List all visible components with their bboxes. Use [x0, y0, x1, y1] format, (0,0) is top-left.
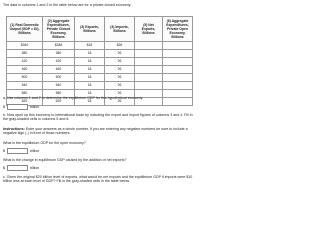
table-cell: 460: [43, 66, 75, 74]
table-cell: [135, 42, 163, 50]
answer-a-row: [3, 103, 39, 110]
table-cell: 26: [105, 66, 135, 74]
unit-label: billion: [30, 104, 40, 109]
table-cell: 26: [105, 74, 135, 82]
table-row: [7, 82, 193, 90]
header-imports: (4) Imports, Billions: [105, 17, 135, 42]
table-row: [7, 42, 193, 50]
table-cell: 500: [7, 74, 43, 82]
table-cell: 380: [7, 50, 43, 58]
table-cell: 26: [105, 90, 135, 98]
question-b: b. Now open up this economy to international trade by including the export and import figures of columns 3 and 4. Fill in the gray-shaded cells in columns 5 and 6.: [3, 113, 193, 122]
table-cell: 18: [75, 98, 105, 106]
equilibrium-gdp-open-input[interactable]: [7, 148, 28, 154]
header-net-exports: (5) Net Exports, Billions: [135, 17, 163, 42]
table-cell: [163, 58, 193, 66]
instructions-text: [3, 127, 197, 136]
table-cell: $26: [105, 42, 135, 50]
table-cell: 420: [43, 58, 75, 66]
table-cell: [135, 66, 163, 74]
table-cell: [163, 82, 193, 90]
table-cell: [135, 74, 163, 82]
table-cell: 18: [75, 74, 105, 82]
header-exports: (3) Exports, Billions: [75, 17, 105, 42]
table-cell: 540: [43, 82, 75, 90]
header-ae-closed: (2) Aggregate Expenditures, Private Closed Economy, Billions: [43, 17, 75, 42]
instructions-label: Instructions:: [3, 127, 25, 131]
table-cell: [163, 66, 193, 74]
table-cell: [135, 82, 163, 90]
table-cell: [163, 74, 193, 82]
table-header-row: [7, 17, 193, 42]
table-cell: 18: [75, 58, 105, 66]
question-a: a. Use columns 1 and 2 to determine the equilibrium GDP for this hypothetical economy.: [3, 96, 144, 100]
equilibrium-gdp-closed-input[interactable]: [7, 104, 28, 110]
economy-table: [6, 16, 193, 106]
question-change-gdp: What is the change in equilibrium GDP caused by the addition of net exports?: [3, 158, 127, 162]
answer-open-row: [3, 147, 39, 154]
table-cell: 420: [7, 58, 43, 66]
table-cell: 580: [43, 90, 75, 98]
table-cell: 620: [7, 98, 43, 106]
table-cell: [163, 50, 193, 58]
table-row: [7, 58, 193, 66]
table-cell: 380: [43, 50, 75, 58]
table-cell: 18: [75, 82, 105, 90]
table-row: [7, 74, 193, 82]
table-cell: [135, 50, 163, 58]
table-cell: 18: [75, 50, 105, 58]
table-cell: 460: [7, 66, 43, 74]
table-cell: 18: [75, 90, 105, 98]
dollar-sign: $: [3, 165, 5, 170]
intro-text: The data in columns 1 and 2 in the table below are for a private closed economy.: [3, 3, 132, 7]
table-cell: 620: [43, 98, 75, 106]
table-row: [7, 50, 193, 58]
table-cell: 500: [43, 74, 75, 82]
table-cell: [163, 42, 193, 50]
table-cell: 26: [105, 50, 135, 58]
table-row: [7, 66, 193, 74]
header-real-domestic-output: (1) Real Domestic Output (GDP = DI), Billions: [7, 17, 43, 42]
table-cell: 540: [7, 82, 43, 90]
table-cell: 580: [7, 90, 43, 98]
table-cell: 18: [75, 66, 105, 74]
unit-label: billion: [30, 165, 40, 170]
unit-label: billion: [30, 148, 40, 153]
table-cell: $340: [7, 42, 43, 50]
table-cell: $18: [75, 42, 105, 50]
header-ae-open: (6) Aggregate Expenditures, Private Open Economy, Billions: [163, 17, 193, 42]
table-cell: 26: [105, 98, 135, 106]
gdp-change-input[interactable]: [7, 165, 28, 171]
table-cell: 26: [105, 58, 135, 66]
table-cell: 26: [105, 82, 135, 90]
instructions-body: Enter your answers as a whole number. If you are entering any negative numbers be sure to include a negative sign (-) in front of those numbers.: [3, 127, 188, 136]
table-cell: $348: [43, 42, 75, 50]
dollar-sign: $: [3, 104, 5, 109]
question-c: c. Given the original $20 billion level of exports, what would be net exports and the equilibrium GDP if imports were $10 billion less at each level of GDP? Fill in the gray-shaded cells in the table below.: [3, 175, 193, 184]
question-open-gdp: What is the equilibrium GDP for the open economy?: [3, 141, 86, 145]
dollar-sign: $: [3, 148, 5, 153]
table-cell: [135, 58, 163, 66]
answer-change-row: [3, 164, 39, 171]
